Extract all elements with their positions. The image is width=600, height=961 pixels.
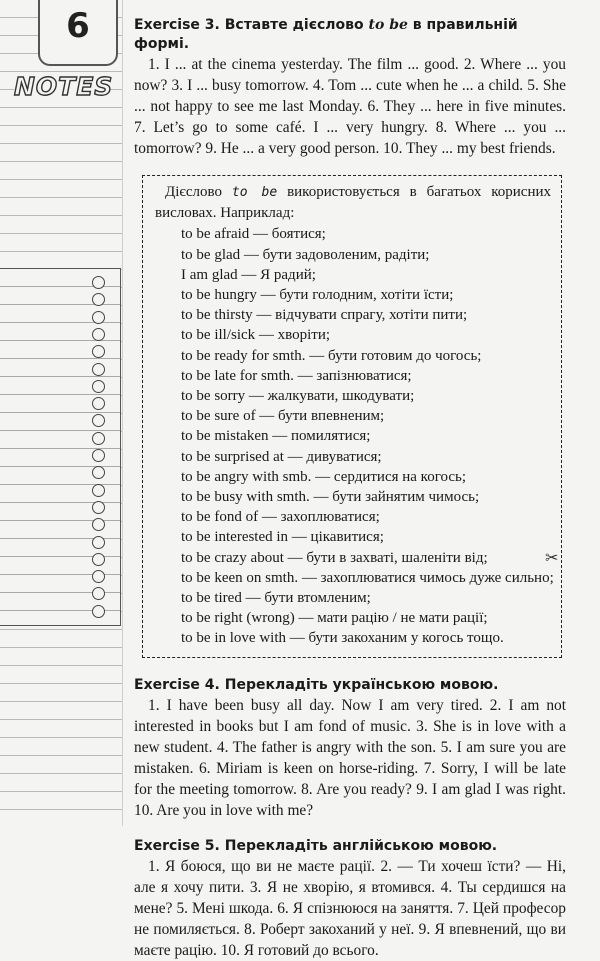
phrase-item: I am glad — Я радий;: [181, 266, 316, 283]
vocabulary-box: [142, 175, 562, 658]
phrase-list: [155, 224, 554, 648]
exercise-4-title: Exercise 4. Перекладіть українською мовою.: [134, 676, 499, 693]
spiral-ring: [92, 432, 105, 445]
spiral-ring: [92, 328, 105, 341]
phrase-item: to be glad — бути задоволеним, радіти;: [181, 246, 430, 263]
exercise-5-title: Exercise 5. Перекладіть англійською мовою.: [134, 837, 498, 854]
phrase-item: to be right (wrong) — мати рацію / не мати рації;: [181, 610, 488, 627]
phrase-item: to be ill/sick — хворіти;: [181, 327, 331, 344]
exercise-4-text: 1. I have been busy all day. Now I am very tired. 2. I am not interested in books but I am fond of music. 3. She is in love with a new student. 4. The father is angry with the son. 5. I am sure you are mistaken. 6. Miriam is keen on horse-riding. 7. Sorry, I will be late for the meeting tomorrow. 8. Are you ready? 9. I am glad I was right. 10. Are you in love with me?: [134, 696, 566, 819]
spiral-ring: [92, 311, 105, 324]
main-content: [134, 16, 566, 961]
spiral-binding-icon: [92, 276, 110, 622]
notes-label: NOTES: [14, 72, 114, 101]
phrase-item: to be late for smth. — запізнюватися;: [181, 367, 412, 384]
phrase-item: to be surprised at — дивуватися;: [181, 448, 382, 465]
spiral-ring: [92, 466, 105, 479]
spiral-ring: [92, 345, 105, 358]
phrase-item: to be busy with smth. — бути зайнятим чимось;: [181, 489, 480, 506]
phrase-item: to be sorry — жалкувати, шкодувати;: [181, 388, 415, 405]
phrase-item: to be angry with smb. — сердитися на когось;: [181, 468, 467, 485]
phrase-item: to be crazy about — бути в захваті, шаленіти від;: [181, 549, 488, 566]
spiral-ring: [92, 484, 105, 497]
phrase-item: to be fond of — захоплюватися;: [181, 509, 380, 526]
phrase-item: to be tired — бути втомленим;: [181, 590, 371, 607]
spiral-ring: [92, 518, 105, 531]
spiral-ring: [92, 363, 105, 376]
spiral-ring: [92, 293, 105, 306]
spiral-ring: [92, 501, 105, 514]
page-number: 6: [66, 6, 90, 46]
spiral-ring: [92, 536, 105, 549]
exercise-3-title: Exercise 3. Вставте дієслово to be в правильній формі.: [134, 17, 518, 52]
phrase-item: to be ready for smth. — бути готовим до чогось;: [181, 347, 482, 364]
spiral-ring: [92, 276, 105, 289]
notes-label-box: [14, 72, 114, 106]
phrase-item: to be hungry — бути голодним, хотіти їсти;: [181, 287, 454, 304]
box-intro: Дієслово to be використовується в багатьох корисних висловах. Наприклад:: [155, 184, 551, 222]
spiral-ring: [92, 414, 105, 427]
phrase-item: to be in love with — бути закоханим у когось тощо.: [181, 630, 504, 647]
spiral-ring: [92, 380, 105, 393]
spiral-ring: [92, 397, 105, 410]
margin-divider: [122, 0, 123, 826]
phrase-item: to be thirsty — відчувати спрагу, хотіти пити;: [181, 307, 468, 324]
exercise-3-text: 1. I ... at the cinema yesterday. The film ... good. 2. Where ... you now? 3. I ... busy tomorrow. 4. Tom ... cute when he ... a child. 5. She ... not happy to see me last Monday. 6. They ... here in five minutes. 7. Let’s go to some café. I ... very hungry. 8. Where ... you ... tomorrow? 9. He ... a very good person. 10. They ... my best friends.: [134, 56, 566, 157]
page-number-tab: [38, 0, 118, 66]
phrase-item: to be keen on smth. — захоплюватися чимось дуже сильно;: [181, 569, 554, 586]
spiral-ring: [92, 449, 105, 462]
phrase-item: to be afraid — боятися;: [181, 226, 326, 243]
scissors-icon: ✂: [545, 550, 559, 567]
phrase-item: to be mistaken — помилятися;: [181, 428, 371, 445]
spiral-ring: [92, 553, 105, 566]
spiral-ring: [92, 587, 105, 600]
phrase-item: to be interested in — цікавитися;: [181, 529, 384, 546]
spiral-ring: [92, 570, 105, 583]
exercise-5-text: 1. Я боюся, що ви не маєте рації. 2. — Ти хочеш їсти? — Ні, але я хочу пити. 3. Я не хворію, я втомився. 4. Ты сердишся на мене? 5. Мені шкода. 6. Я спізнююся на заняття. 7. Цей професор не помиляється. 8. Роберт закоханий у неї. 9. Я впевнений, що ви маєте рацію. 10. Я готовий до всього.: [134, 857, 566, 959]
phrase-item: to be sure of — бути впевненим;: [181, 408, 385, 425]
spiral-ring: [92, 605, 105, 618]
